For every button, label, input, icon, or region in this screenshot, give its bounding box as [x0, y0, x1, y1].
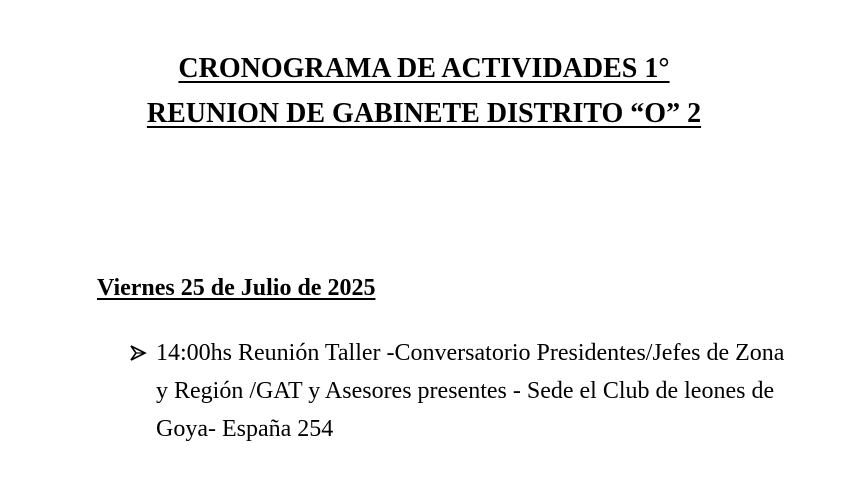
activity-text: 14:00hs Reunión Taller -Conversatorio Presidentes/Jefes de Zona y Región /GAT y Asesores presentes - Sede el Club de leones de Goya- España 254 [156, 340, 785, 442]
day-heading: Viernes 25 de Julio de 2025 [97, 275, 376, 301]
list-item [128, 334, 788, 448]
activity-list [128, 334, 788, 448]
document-title-line-2: REUNION DE GABINETE DISTRITO “O” 2 [146, 98, 702, 129]
arrowhead-bullet-icon [128, 343, 148, 363]
document-title-line-1: CRONOGRAMA DE ACTIVIDADES 1° [178, 53, 670, 84]
